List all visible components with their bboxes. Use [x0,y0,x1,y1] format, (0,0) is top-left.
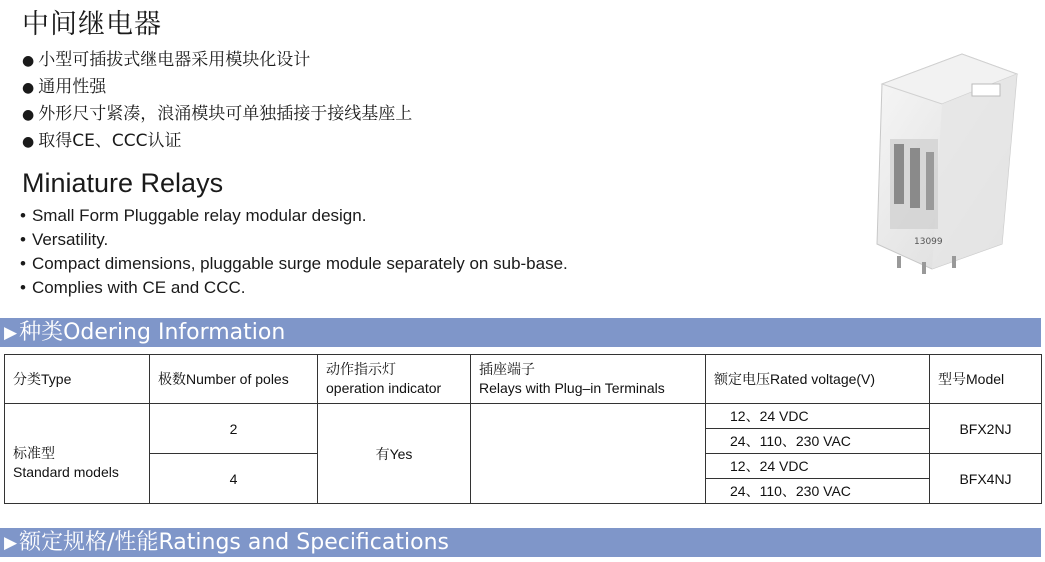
triangle-right-icon: ▶ [4,323,18,343]
cn-bullet-1: ● 小型可插拔式继电器采用模块化设计 [22,47,412,74]
english-title: Miniature Relays [22,168,224,198]
en-bullet-3: • Compact dimensions, pluggable surge module separately on sub-base. [20,252,568,276]
relay-label-text: 13099 [914,237,943,247]
ordering-table [4,354,1042,504]
triangle-right-icon: ▶ [4,533,18,553]
header-indicator: 动作指示灯 operation indicator [318,355,471,404]
cell-type: 标准型 Standard models [5,404,150,504]
section-header-ratings [0,528,1041,557]
section-title-ratings: 额定规格/性能Ratings and Specifications [19,530,449,555]
cn-bullet-2: ● 通用性强 [22,74,412,101]
cell-poles-4: 4 [150,454,318,504]
header-type: 分类Type [5,355,150,404]
en-bullet-1: • Small Form Pluggable relay modular design. [20,204,568,228]
relay-product-image [852,44,1034,276]
cn-bullet-3: ● 外形尺寸紧凑，浪涌模块可单独插接于接线基座上 [22,101,412,128]
section-title-ordering: 种类Odering Information [19,320,286,345]
cell-voltage: 12、24 VDC [706,454,930,479]
section-header-ordering [0,318,1041,347]
header-socket: 插座端子 Relays with Plug–in Terminals [471,355,706,404]
cell-model-bfx4nj: BFX4NJ [930,454,1042,504]
header-poles: 极数Number of poles [150,355,318,404]
header-model: 型号Model [930,355,1042,404]
en-bullet-2: • Versatility. [20,228,568,252]
cell-socket [471,404,706,504]
english-feature-list [20,204,568,300]
cell-model-bfx2nj: BFX2NJ [930,404,1042,454]
cn-bullet-4: ● 取得CE、CCC认证 [22,128,412,155]
cell-voltage: 24、110、230 VAC [706,429,930,454]
chinese-feature-list [22,47,412,155]
cell-voltage: 24、110、230 VAC [706,479,930,504]
chinese-title: 中间继电器 [22,9,162,40]
cell-indicator: 有Yes [318,404,471,504]
header-voltage: 额定电压Rated voltage(V) [706,355,930,404]
table-header-row [5,355,1042,404]
cell-voltage: 12、24 VDC [706,404,930,429]
en-bullet-4: • Complies with CE and CCC. [20,276,568,300]
cell-poles-2: 2 [150,404,318,454]
table-row [5,404,1042,429]
